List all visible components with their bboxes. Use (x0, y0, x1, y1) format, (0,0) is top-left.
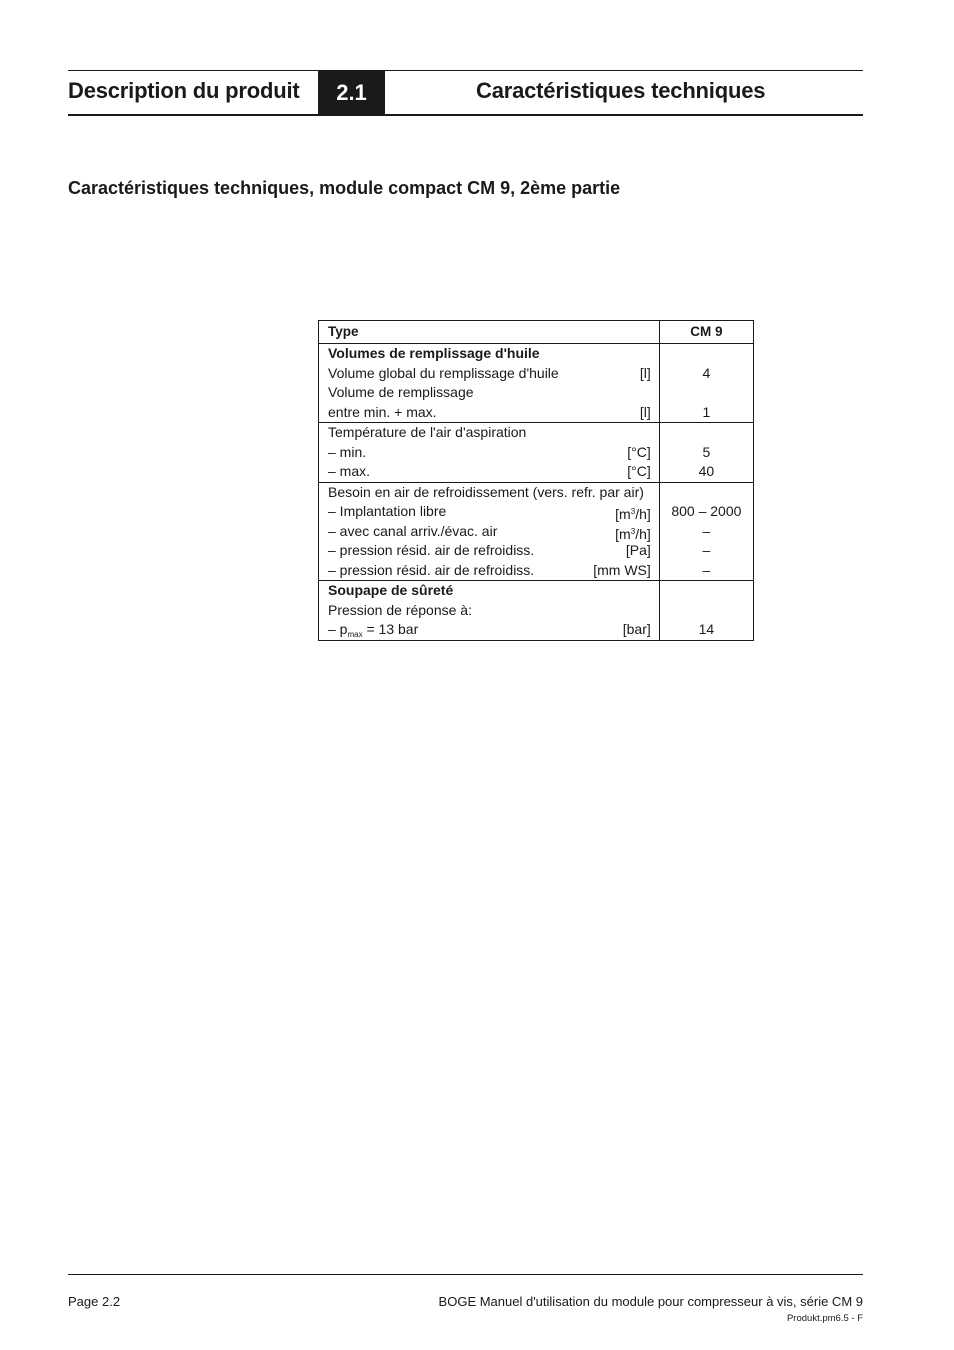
row-label: – min. (328, 443, 367, 460)
file-reference: Produkt.pm6.5 - F (786, 1313, 863, 1324)
row-label: – pression résid. air de refroidiss. (328, 542, 535, 558)
row-value: 40 (698, 463, 715, 479)
row-unit: [Pa] (625, 542, 651, 558)
row-value: 800 – 2000 (671, 503, 742, 519)
row-unit: [°C] (627, 463, 651, 479)
row-value: – (702, 561, 711, 578)
row-unit: [l] (639, 364, 651, 381)
model-header: CM 9 (690, 324, 723, 339)
row-label: – $p_{max} = 13$ bar (328, 621, 419, 639)
table-row-oil-volumes (319, 344, 754, 423)
chapter-title: Description du produit (68, 78, 300, 103)
row-label: entre min. + max. (328, 403, 437, 420)
row-label: – max. (328, 463, 371, 479)
row-unit: [bar] (622, 621, 651, 637)
spec-table (318, 320, 754, 641)
row-label: – pression résid. air de refroidiss. (328, 561, 535, 578)
row-unit: [°C] (627, 443, 651, 460)
header-top-rule (68, 70, 863, 71)
row-value: 14 (698, 621, 715, 637)
row-unit: [l] (639, 403, 651, 420)
group-title: Besoin en air de refroidissement (vers. refr. par air) (328, 483, 644, 500)
row-value: – (702, 542, 711, 558)
table-row-intake-temperature (319, 423, 754, 483)
section-number: 2.1 (336, 80, 367, 105)
table-header-row (319, 321, 754, 344)
row-unit: $[m^3/h]$ (615, 525, 651, 542)
table-row-safety-valve (319, 581, 754, 641)
section-number-badge (318, 71, 385, 115)
section-title: Caractéristiques techniques (476, 78, 766, 103)
row-value: – (702, 522, 711, 539)
row-unit: [mm WS] (593, 561, 651, 578)
page-subtitle: Caractéristiques techniques, module compact CM 9, 2ème partie (68, 178, 621, 198)
group-title: Volumes de remplissage d'huile (328, 345, 540, 361)
table-row-cooling-air (319, 482, 754, 581)
row-value: 5 (702, 443, 711, 460)
row-unit: $[m^3/h]$ (615, 506, 651, 522)
row-label: Volume global du remplissage d'huile (328, 364, 559, 381)
row-value: 4 (702, 364, 711, 381)
header-bottom-rule (68, 114, 863, 116)
manual-title: BOGE Manuel d'utilisation du module pour compresseur à vis, série CM 9 (438, 1294, 863, 1309)
row-label: – Implantation libre (328, 503, 447, 519)
footer-rule (68, 1274, 863, 1275)
group-title: Soupape de sûreté (328, 582, 454, 598)
row-label: Pression de réponse à: (328, 601, 472, 618)
row-label: – avec canal arriv./évac. air (328, 522, 498, 539)
row-label: Volume de remplissage (328, 384, 474, 400)
type-header: Type (328, 324, 359, 339)
row-value: 1 (702, 403, 711, 420)
group-title: Température de l'air d'aspiration (328, 424, 527, 440)
page-number: Page 2.2 (68, 1294, 121, 1309)
